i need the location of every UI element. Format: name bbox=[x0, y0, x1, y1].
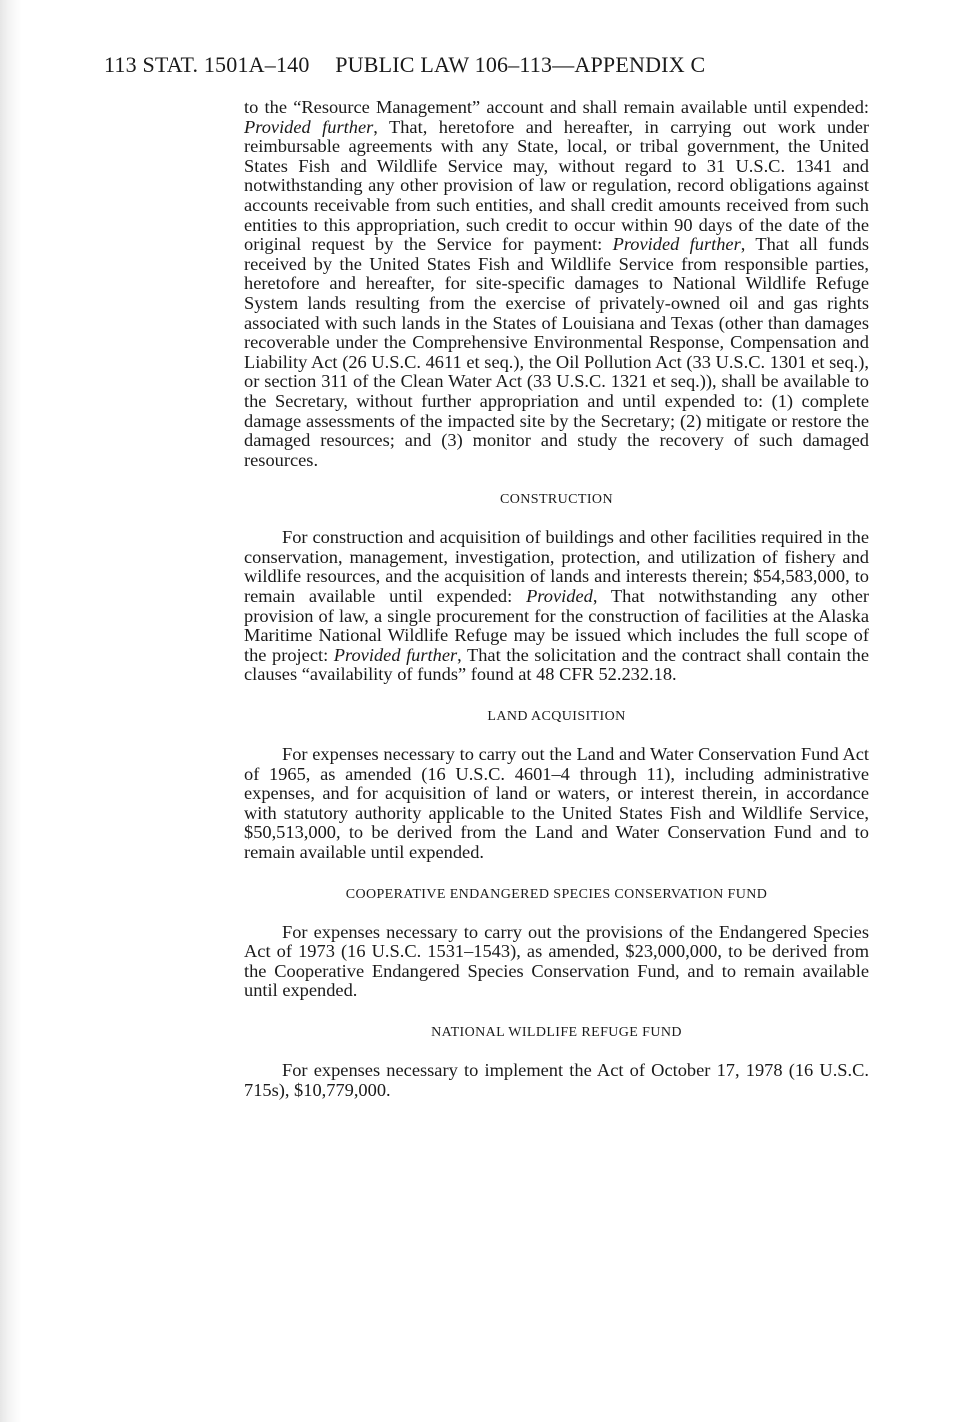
section-heading: COOPERATIVE ENDANGERED SPECIES CONSERVATION FUND bbox=[345, 886, 768, 902]
scan-edge-shadow bbox=[0, 0, 22, 1422]
statute-citation: 113 STAT. 1501A–140 bbox=[104, 52, 310, 77]
law-title: PUBLIC LAW 106–113—APPENDIX C bbox=[335, 52, 706, 77]
section-paragraph: For expenses necessary to implement the Act of October 17, 1978 (16 U.S.C. 715s), $10,779,000. bbox=[244, 1059, 869, 1100]
proviso-italic: Provided further bbox=[612, 234, 741, 255]
section-paragraph: For expenses necessary to carry out the Land and Water Conservation Fund Act of 1965, as amended (16 U.S.C. 4601–4 through 11), including administrative expenses, and for acquisition of land or waters, or interest therein, in accordance with statutory authority applicable to the United States Fish and Wildlife Service, $50,513,000, to be derived from the Land and Water Conservation Fund and to remain available until expended. bbox=[244, 744, 869, 862]
section-heading: NATIONAL WILDLIFE REFUGE FUND bbox=[431, 1024, 682, 1040]
proviso-italic: Provided further bbox=[244, 116, 374, 137]
section-paragraph: For expenses necessary to carry out the provisions of the Endangered Species Act of 1973 (16 U.S.C. 1531–1543), as amended, $23,000,000, to be derived from the Cooperative Endangered Species Conservation Fund, and to remain available until expended. bbox=[244, 921, 869, 1001]
section-paragraph: For construction and acquisition of buildings and other facilities required in the conservation, management, investigation, protection, and utilization of fishery and wildlife resources, and the acquisition of lands and interests therein; $54,583,000, to remain available until expended: Provided, That notwithstanding any other provision of law, a single procurement for the construction of facilities at the Alaska Maritime National Wildlife Refuge may be issued which includes the full scope of the project: Provided further, That the solicitation and the contract shall contain the clauses “availability of funds” found at 48 CFR 52.232.18. bbox=[244, 527, 869, 685]
proviso-italic: Provided bbox=[526, 586, 593, 607]
section-heading: CONSTRUCTION bbox=[500, 492, 613, 508]
section-paragraph: to the “Resource Management” account and shall remain available until expended: Provided further, That, heretofore and hereafter, in carrying out work under reimbursable agreements with any State, local, or tribal government, the United States Fish and Wildlife Service may, without regard to 31 U.S.C. 1341 and notwithstanding any other provision of law or regulation, record obligations against accounts receivable from such entities, and shall credit amounts received from such entities to this appropriation, such credit to occur within 90 days of the date of the original request by the Service for payment: Provided further, That all funds received by the United States Fish and Wildlife Service from responsible parties, heretofore and hereafter, for site-specific damages to National Wildlife Refuge System lands resulting from the exercise of privately-owned oil and gas rights associated with such lands in the States of Louisiana and Texas (other than damages recoverable under the Comprehensive Environmental Response, Compensation and Liability Act (26 U.S.C. 4611 et seq.), the Oil Pollution Act (33 U.S.C. 1301 et seq.), or section 311 of the Clean Water Act (33 U.S.C. 1321 et seq.)), shall be available to the Secretary, without further appropriation and until expended to: (1) complete damage assessments of the impacted site by the Secretary; (2) mitigate or restore the damaged resources; and (3) monitor and study the recovery of such damaged resources. bbox=[244, 97, 870, 470]
document-body bbox=[244, 98, 869, 1100]
section-heading: LAND ACQUISITION bbox=[487, 709, 626, 725]
proviso-italic: Provided further bbox=[333, 644, 458, 665]
running-head bbox=[104, 52, 705, 78]
